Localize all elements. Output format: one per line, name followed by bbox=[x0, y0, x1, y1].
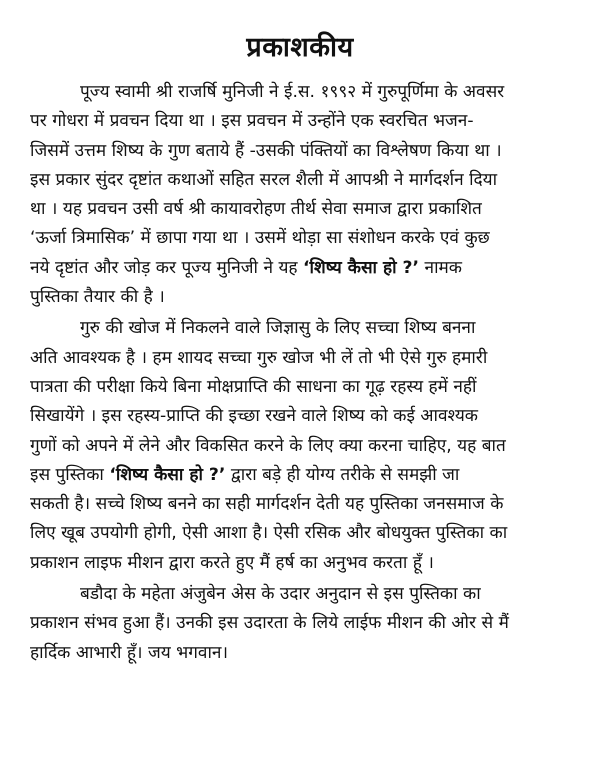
text-line bbox=[30, 639, 570, 668]
text-line bbox=[30, 373, 570, 402]
text-line bbox=[30, 609, 570, 638]
text-line bbox=[30, 490, 570, 519]
text-segment: प्रकाशन लाइफ मीशन द्वारा करते हुए मैं हर्ष का अनुभव करता हूँ । bbox=[30, 552, 434, 573]
book-title-emphasis: ‘शिष्य कैसा हो ?’ bbox=[303, 257, 420, 278]
text-line bbox=[30, 344, 570, 373]
text-segment: अति आवश्यक है । हम शायद सच्चा गुरु खोज भी लें तो भी ऐसे गुरु हमारी bbox=[30, 347, 488, 368]
text-segment: पूज्य स्वामी श्री राजर्षि मुनिजी ने ई.स. १९९२ में गुरुपूर्णिमा के अवसर bbox=[80, 82, 505, 102]
text-line bbox=[30, 137, 570, 166]
text-line bbox=[30, 314, 570, 343]
text-line bbox=[30, 254, 570, 283]
paragraph-3 bbox=[30, 580, 570, 668]
text-segment: बडौदा के महेता अंजुबेन अेस के उदार अनुदान से इस पुस्तिका का bbox=[80, 584, 481, 605]
text-line bbox=[30, 78, 570, 107]
text-segment: इस प्रकार सुंदर दृष्टांत कथाओं सहित सरल शैली में आपश्री ने मार्गदर्शन दिया bbox=[30, 169, 498, 190]
text-segment: सकती है। सच्चे शिष्य बनने का सही मार्गदर्शन देती यह पुस्तिका जनसमाज के bbox=[30, 494, 504, 515]
text-line bbox=[30, 224, 570, 253]
text-line bbox=[30, 166, 570, 195]
text-line bbox=[30, 461, 570, 490]
text-line bbox=[30, 283, 570, 312]
text-segment: जिसमें उत्तम शिष्य के गुण बताये हैं -उसकी पंक्तियों का विश्लेषण किया था । bbox=[30, 140, 502, 161]
text-segment: नये दृष्टांत और जोड़ कर पूज्य मुनिजी ने यह bbox=[30, 257, 304, 278]
text-segment: लिए खूब उपयोगी होगी, ऐसी आशा है। ऐसी रसिक और बोधयुक्त पुस्तिका का bbox=[30, 523, 508, 544]
text-segment: गुरु की खोज में निकलने वाले जिज्ञासु के लिए सच्चा शिष्य बनना bbox=[80, 318, 476, 339]
text-segment: इस पुस्तिका bbox=[30, 464, 110, 485]
text-segment: पुस्तिका तैयार की है । bbox=[30, 287, 165, 308]
text-line bbox=[30, 432, 570, 461]
text-line bbox=[30, 549, 570, 578]
text-line bbox=[30, 107, 570, 136]
paragraph-2 bbox=[30, 314, 570, 578]
text-segment: पात्रता की परीक्षा किये बिना मोक्षप्राप्ति की साधना का गूढ़ रहस्य हमें नहीं bbox=[30, 376, 477, 397]
text-segment: सिखायेंगे । इस रहस्य-प्राप्ति की इच्छा रखने वाले शिष्य को कई आवश्यक bbox=[30, 406, 478, 427]
text-segment: द्वारा बड़े ही योग्य तरीके से समझी जा bbox=[225, 464, 460, 485]
text-segment: पर गोधरा में प्रवचन दिया था । इस प्रवचन में उन्होंने एक स्वरचित भजन- bbox=[30, 111, 474, 132]
text-line bbox=[30, 580, 570, 609]
text-segment: प्रकाशन संभव हुआ हैं। उनकी इस उदारता के लिये लाईफ मीशन की ओर से मैं bbox=[30, 613, 509, 634]
paragraph-1 bbox=[30, 78, 570, 312]
text-line bbox=[30, 402, 570, 431]
book-title-emphasis: ‘शिष्य कैसा हो ?’ bbox=[109, 464, 226, 485]
text-line bbox=[30, 519, 570, 548]
page-title: प्रकाशकीय bbox=[246, 32, 354, 63]
text-segment: गुणों को अपने में लेने और विकसित करने के लिए क्या करना चाहिए, यह बात bbox=[30, 435, 506, 456]
text-segment: नामक bbox=[419, 257, 462, 278]
text-segment: ‘ऊर्जा त्रिमासिक’ में छापा गया था । उसमें थोड़ा सा संशोधन करके एवं कुछ bbox=[30, 228, 490, 249]
text-segment: था । यह प्रवचन उसी वर्ष श्री कायावरोहण तीर्थ सेवा समाज द्वारा प्रकाशित bbox=[30, 199, 482, 220]
text-line bbox=[30, 195, 570, 224]
text-segment: हार्दिक आभारी हूँ। जय भगवान। bbox=[30, 642, 228, 663]
